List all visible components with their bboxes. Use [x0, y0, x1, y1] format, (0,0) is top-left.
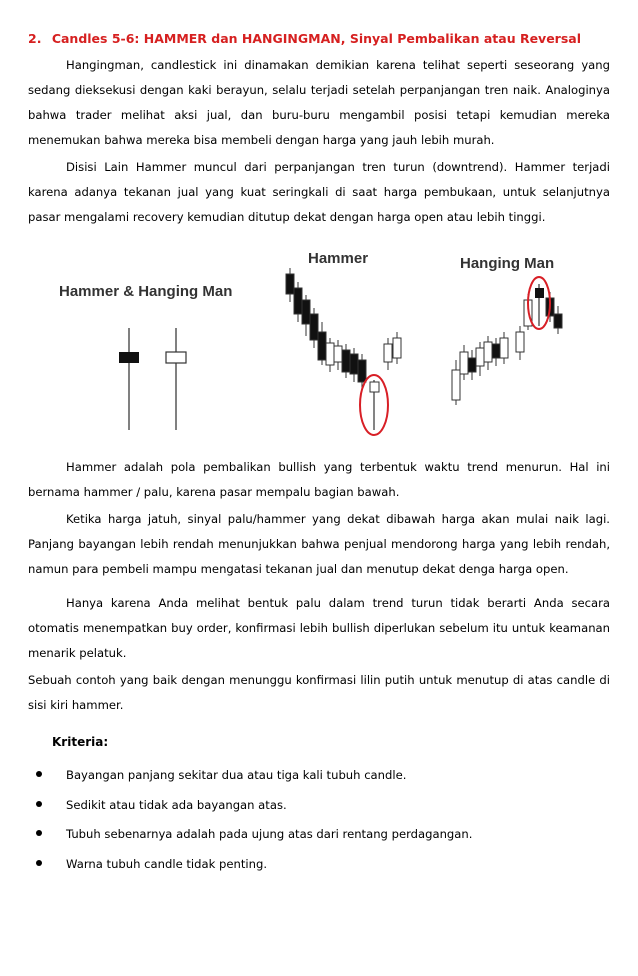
figure-label-hammer: Hammer: [308, 250, 369, 267]
criteria-list: [36, 765, 472, 883]
hangingman-candle-body: [535, 288, 544, 298]
section-heading: [28, 31, 581, 46]
hammer-candle-body: [370, 382, 379, 392]
white-candle-body: [166, 352, 186, 363]
criteria-title: Kriteria:: [52, 735, 109, 749]
paragraph-hammer-signal: Ketika harga jatuh, sinyal palu/hammer yang dekat dibawah harga akan mulai naik lagi. Panjang bayangan lebih rendah menunjukkan bahwa penjual mendorong harga yang lebih rendah, namun para pembeli mampu mengatasi tekanan jual dan menutup dekat denga harga open.: [28, 512, 610, 576]
paragraph-example: Sebuah contoh yang baik dengan menunggu konfirmasi lilin putih untuk menutup di atas candle di sisi kiri hammer.: [28, 673, 610, 712]
bullet-icon: [36, 771, 42, 777]
bullet-icon: [36, 830, 42, 836]
figure-label-hanging: Hanging Man: [460, 255, 555, 272]
bullet-icon: [36, 860, 42, 866]
figure-label-left: Hammer & Hanging Man: [59, 283, 233, 300]
paragraph-hammer-intro: Disisi Lain Hammer muncul dari perpanjangan tren turun (downtrend). Hammer terjadi karena adanya tekanan jual yang kuat seringkali di saat harga pembukaan, untuk selanjutnya pasar mengalami recovery kemudian ditutup dekat dengan harga open atau lebih tinggi.: [28, 160, 610, 224]
paragraph-hammer-definition: Hammer adalah pola pembalikan bullish yang terbentuk waktu trend menurun. Hal ini bernama hammer / palu, karena pasar mempalu bagian bawah.: [28, 460, 610, 499]
section-title: Candles 5-6: HAMMER dan HANGINGMAN, Sinyal Pembalikan atau Reversal: [51, 31, 581, 46]
bullet-icon: [36, 801, 42, 807]
list-item: Tubuh sebenarnya adalah pada ujung atas dari rentang perdagangan.: [36, 824, 472, 854]
hammer-downtrend-candles: [286, 268, 401, 390]
paragraph-hammer-confirmation: Hanya karena Anda melihat bentuk palu dalam trend turun tidak berarti Anda secara otomatis menempatkan buy order, konfirmasi lebih bullish diperlukan sebelum itu untuk keamanan menarik pelatuk.: [28, 596, 610, 660]
hangingman-uptrend-candles: [452, 292, 562, 405]
list-item: Sedikit atau tidak ada bayangan atas.: [36, 795, 472, 825]
list-item: Warna tubuh candle tidak penting.: [36, 854, 472, 884]
list-item: Bayangan panjang sekitar dua atau tiga kali tubuh candle.: [36, 765, 472, 795]
section-number: 2.: [28, 31, 42, 46]
candlestick-figure: [40, 240, 600, 440]
dark-candle-body: [119, 352, 139, 363]
paragraph-hangingman: Hangingman, candlestick ini dinamakan demikian karena telihat seperti seseorang yang sedang dieksekusi dengan kaki berayun, selalu terjadi setelah perpanjangan tren naik. Analoginya bahwa trader melihat aksi jual, dan buru-buru mengambil posisi tetapi kemudian mereka menemukan bahwa mereka bisa membeli dengan harga yang jauh lebih murah.: [28, 58, 610, 147]
